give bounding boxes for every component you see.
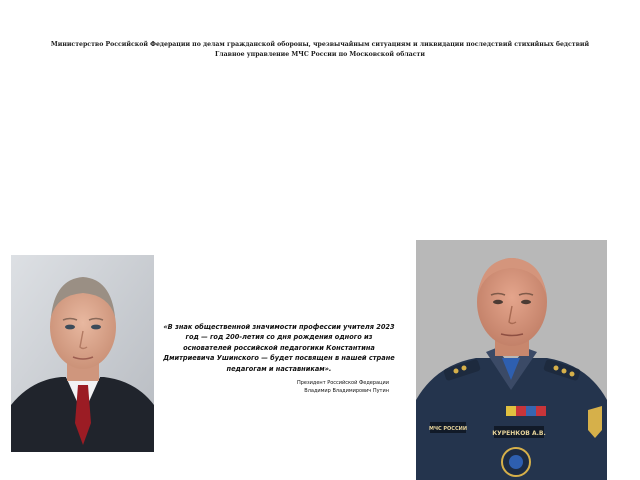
portrait-right-illustration: [416, 240, 607, 480]
department-title: Главное управление МЧС России по Московской области: [215, 51, 425, 58]
attribution-name: Владимир Владимирович Путин: [304, 387, 389, 394]
portrait-photo-right: [416, 240, 607, 480]
quote-attribution: [163, 380, 395, 395]
name-tag-text: КУРЕНКОВ А.В.: [492, 430, 546, 437]
attribution-title: Президент Российской Федерации: [296, 380, 389, 387]
portrait-photo-left: [11, 255, 154, 452]
quote-text: «В знак общественной значимости профессии учителя 2023 год — год 200-летия со дня рождения одного из основателей российской педагогики Константина Дмитриевича Ушинского — будет посвящен в нашей стране педагогам и наставникам».: [163, 323, 395, 373]
ministry-title: Министерство Российской Федерации по делам гражданской обороны, чрезвычайным ситуациям и ликвидации последствий стихийных бедствий: [50, 41, 590, 48]
chest-patch-text: МЧС РОССИИ: [428, 426, 468, 432]
portrait-left-illustration: [11, 255, 154, 452]
quote-block: [163, 322, 395, 395]
page-header: [0, 40, 640, 60]
